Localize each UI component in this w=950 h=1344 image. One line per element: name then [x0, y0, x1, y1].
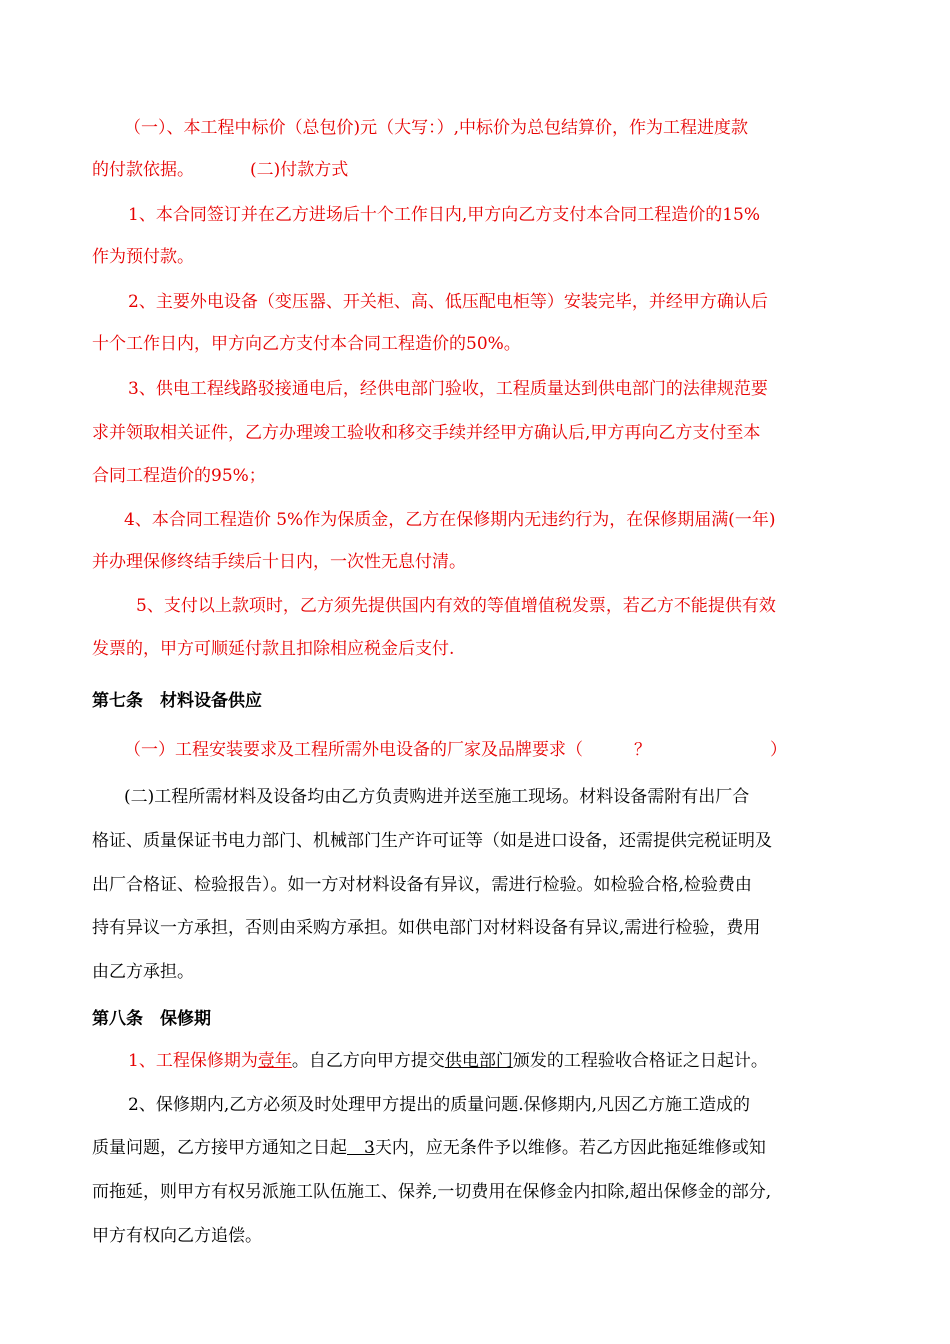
- repair-deadline-text-1: 质量问题，乙方接甲方通知之日起: [92, 1138, 347, 1158]
- article-7-item-2-line-2: 格证、质量保证书电力部门、机械部门生产许可证等（如是进口设备，还需提供完税证明及: [92, 831, 772, 851]
- warranty-period-label: 1、工程保修期为: [128, 1051, 258, 1071]
- payment-item-4-line-2: 并办理保修终结手续后十日内，一次性无息付清。: [92, 552, 466, 572]
- warranty-text-1: 。自乙方向甲方提交: [291, 1051, 445, 1071]
- payment-item-5-line-1: 5、支付以上款项时，乙方须先提供国内有效的等值增值税发票，若乙方不能提供有效: [136, 596, 776, 616]
- issuing-authority: 供电部门: [444, 1051, 513, 1071]
- article-7-item-2-line-4: 持有异议一方承担，否则由采购方承担。如供电部门对材料设备有异议,需进行检验，费用: [92, 918, 761, 938]
- article-7-item-1: （一）工程安装要求及工程所需外电设备的厂家及品牌要求（ ？ ）: [124, 740, 787, 760]
- payment-item-3-line-3: 合同工程造价的95%；: [92, 466, 266, 486]
- warranty-period-value: 壹年: [257, 1051, 292, 1071]
- payment-item-4-line-1: 4、本合同工程造价 5%作为保质金，乙方在保修期内无违约行为，在保修期届满(一年): [124, 510, 776, 530]
- article-7-item-2-line-5: 由乙方承担。: [92, 962, 194, 982]
- payment-method-heading: (二)付款方式: [250, 160, 349, 180]
- article-7-item-2-line-3: 出厂合格证、检验报告）。如一方对材料设备有异议，需进行检验。如检验合格,检验费由: [92, 875, 752, 895]
- payment-item-2-line-1: 2、主要外电设备（变压器、开关柜、高、低压配电柜等）安装完毕，并经甲方确认后: [128, 292, 768, 312]
- article-8-item-2-line-4: 甲方有权向乙方追偿。: [92, 1226, 262, 1246]
- payment-item-5-line-2: 发票的，甲方可顺延付款且扣除相应税金后支付.: [92, 639, 455, 659]
- payment-item-2-line-2: 十个工作日内，甲方向乙方支付本合同工程造价的50%。: [92, 334, 521, 354]
- payment-item-3-line-2: 求并领取相关证件，乙方办理竣工验收和移交手续并经甲方确认后,甲方再向乙方支付至本: [92, 423, 761, 443]
- article-7-heading: 第七条 材料设备供应: [92, 691, 262, 711]
- price-clause-line-2: [92, 158, 348, 182]
- warranty-text-2: 颁发的工程验收合格证之日起计。: [512, 1051, 768, 1071]
- article-8-heading: 第八条 保修期: [92, 1009, 211, 1029]
- article-8-item-2-line-1: 2、保修期内,乙方必须及时处理甲方提出的质量问题.保修期内,凡因乙方施工造成的: [128, 1095, 751, 1115]
- payment-item-3-line-1: 3、供电工程线路驳接通电后，经供电部门验收，工程质量达到供电部门的法律规范要: [128, 379, 768, 399]
- article-8-item-2-line-3: 而拖延，则甲方有权另派施工队伍施工、保养,一切费用在保修金内扣除,超出保修金的部分,: [92, 1182, 772, 1202]
- payment-item-1-line-1: 1、本合同签订并在乙方进场后十个工作日内,甲方向乙方支付本合同工程造价的15%: [128, 205, 761, 225]
- price-clause-line-2a: 的付款依据。: [92, 160, 194, 180]
- article-8-item-2-line-2: [92, 1136, 766, 1160]
- price-clause-line-1: （一）、本工程中标价（总包价)元（大写：）,中标价为总包结算价，作为工程进度款: [124, 118, 749, 138]
- payment-item-1-line-2: 作为预付款。: [92, 247, 194, 267]
- article-7-item-2-line-1: (二)工程所需材料及设备均由乙方负责购进并送至施工现场。材料设备需附有出厂合: [124, 787, 750, 807]
- article-8-item-1: [128, 1049, 768, 1073]
- repair-deadline-days: 3: [347, 1138, 375, 1158]
- repair-deadline-text-2: 天内，应无条件予以维修。若乙方因此拖延维修或知: [374, 1138, 766, 1158]
